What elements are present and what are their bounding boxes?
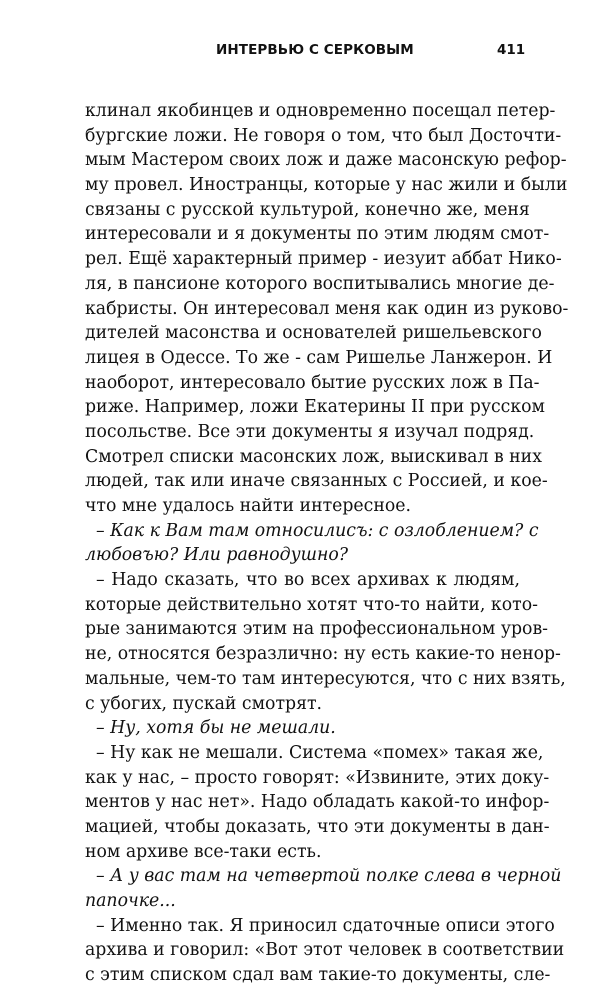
answer-line: архива и говорил: «Вот этот человек в соответствии: [85, 940, 565, 961]
text-line: лицея в Одессе. То же - сам Ришелье Ланжерон. И: [85, 347, 553, 368]
text-line: что мне удалось найти интересное.: [85, 496, 411, 516]
text-line: наоборот, интересовало бытие русских лож в Па-: [85, 372, 540, 393]
answer-line: как у нас, – просто говорят: «Извините, этих доку-: [85, 767, 550, 788]
answer-line: не, относятся безразлично: ну есть какие-то ненор-: [85, 644, 561, 665]
question-line: папочке...: [85, 891, 176, 911]
answer-line: которые действительно хотят что-то найти, кото-: [85, 594, 538, 615]
answer-line: с этим списком сдал вам такие-то документы, сле-: [85, 965, 551, 986]
text-line: мым Мастером своих лож и даже масонскую рефор-: [85, 150, 567, 171]
question-line: – Ну, хотя бы не мешали.: [96, 718, 336, 739]
text-line: интересовали и я документы по этим людям смот-: [85, 224, 550, 245]
text-line: людей, так или иначе связанных с Россией, и кое-: [85, 471, 548, 492]
text-line: му провел. Иностранцы, которые у нас жили и были: [85, 175, 568, 196]
text-line: риже. Например, ложи Екатерины II при русском: [85, 397, 545, 418]
question-line: – А у вас там на четвертой полке слева в черной: [96, 866, 562, 887]
answer-line: мацией, чтобы доказать, что эти документы в дан-: [85, 816, 550, 837]
question-line: – Как к Вам там относилисъ: с озлоблением? с: [96, 520, 539, 541]
answer-line: мальные, чем-то там интересуются, что с них взять,: [85, 668, 566, 689]
answer-line: ментов у нас нет». Надо обладать какой-то инфор-: [85, 792, 550, 813]
text-line: клинал якобинцев и одновременно посещал петер-: [85, 101, 556, 121]
text-line: бургские ложи. Не говоря о том, что был Досточти-: [85, 125, 562, 146]
answer-line: рые занимаются этим на профессиональном уров-: [85, 619, 549, 640]
running-title: ИНТЕРВЬЮ С СЕРКОВЫМ: [216, 42, 414, 58]
text-line: кабристы. Он интересовал меня как один из руково-: [85, 298, 569, 319]
text-line: Смотрел списки масонских лож, выискивал в них: [85, 446, 542, 467]
answer-line: ном архиве все-таки есть.: [85, 841, 322, 862]
answer-line: – Надо сказать, что во всех архивах к людям,: [96, 570, 520, 591]
body-text: [85, 99, 569, 988]
question-line: любовъю? Или равнодушно?: [85, 545, 349, 566]
text-line: дителей масонства и основателей ришельевского: [85, 323, 542, 344]
answer-line: с убогих, пускай смотрят.: [85, 693, 323, 714]
text-line: рел. Ещё характерный пример - иезуит аббат Нико-: [85, 249, 562, 270]
text-line: посольстве. Все эти документы я изучал подряд.: [85, 421, 535, 442]
text-line: ля, в пансионе которого воспитывались многие де-: [85, 273, 555, 294]
text-line: связаны с русской культурой, конечно же, меня: [85, 199, 530, 220]
running-header: [0, 42, 600, 62]
answer-line: – Именно так. Я приносил сдаточные описи этого: [96, 915, 555, 936]
page-number: 411: [497, 42, 526, 58]
answer-line: – Ну как не мешали. Система «помех» такая же,: [96, 742, 544, 763]
